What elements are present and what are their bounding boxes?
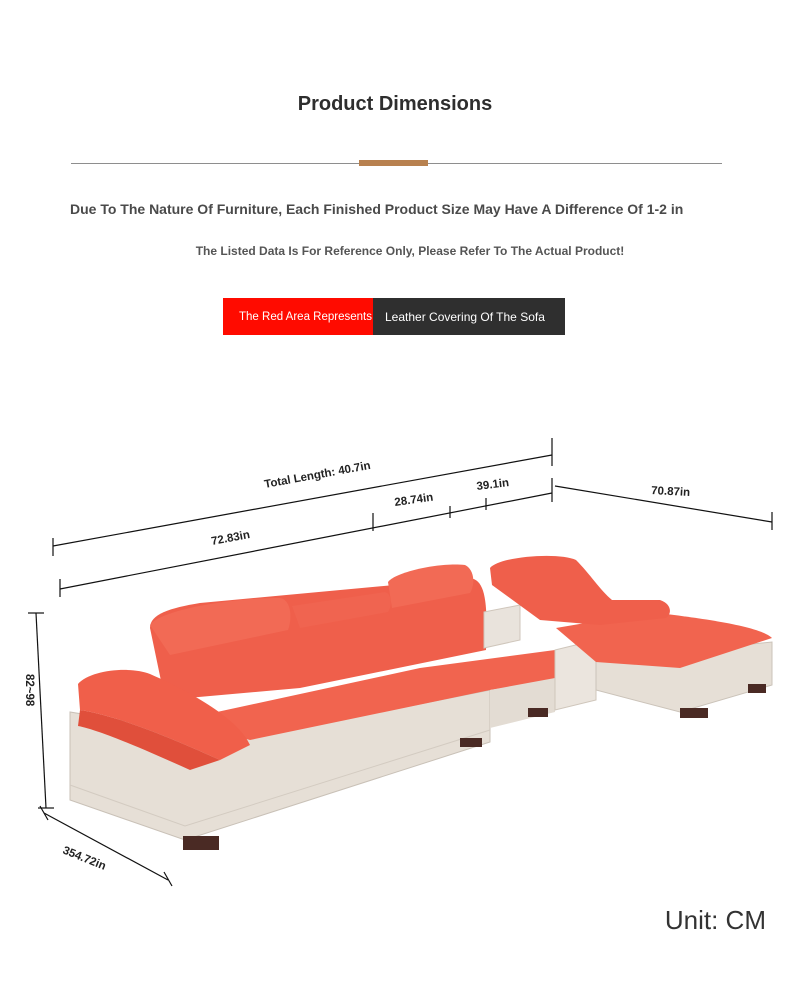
- sofa-dimension-diagram: [0, 420, 790, 900]
- depth-label: 354.72in: [60, 844, 108, 873]
- sofa-illustration: [70, 556, 772, 850]
- legend-red-label: The Red Area Represents: [223, 298, 373, 335]
- segment-2-label: 28.74in: [393, 491, 435, 509]
- sofa-leg: [748, 684, 766, 693]
- sofa-leg: [528, 708, 548, 717]
- divider-accent: [359, 160, 428, 166]
- total-length-label: Total Length: 40.7in: [263, 459, 372, 491]
- unit-label: Unit: CM: [664, 905, 766, 935]
- segment-3-label: 39.1in: [475, 477, 510, 493]
- tolerance-note: Due To The Nature Of Furniture, Each Finished Product Size May Have A Difference Of 1-2 in: [70, 201, 684, 217]
- sofa-leg: [680, 708, 708, 718]
- total-length-line: [53, 455, 552, 546]
- chaise-length-label: 70.87in: [650, 485, 691, 500]
- sofa-leg: [183, 836, 219, 850]
- height-label: 82~98: [23, 674, 35, 707]
- sofa-leg: [460, 738, 482, 747]
- segment-line: [60, 493, 552, 589]
- reference-note: The Listed Data Is For Reference Only, Please Refer To The Actual Product!: [195, 244, 625, 258]
- page-title: Product Dimensions: [297, 93, 493, 115]
- segment-1-label: 72.83in: [210, 529, 251, 548]
- height-line: [36, 613, 46, 808]
- legend-dark-label: Leather Covering Of The Sofa: [373, 298, 565, 335]
- color-legend: [223, 298, 565, 335]
- console: [484, 605, 520, 648]
